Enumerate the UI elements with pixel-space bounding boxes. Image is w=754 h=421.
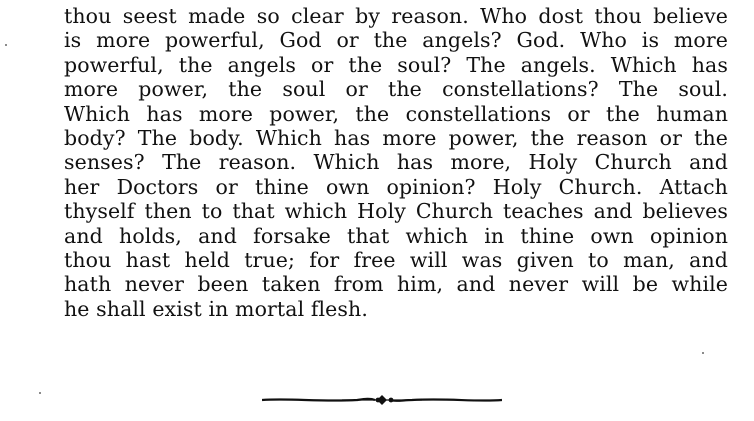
text-line: he shall exist in mortal flesh. — [64, 296, 368, 321]
text-line: hath never been taken from him, and never will be while — [64, 272, 728, 297]
text-line: thou seest made so clear by reason. Who dost thou believe — [64, 4, 728, 28]
text-line: powerful, the angels or the soul? The angels. Which has — [64, 52, 728, 77]
text-line: her Doctors or thine own opinion? Holy Church. Attach — [64, 174, 728, 199]
text-line: and holds, and forsake that which in thine own opinion — [64, 223, 728, 248]
text-line: Which has more power, the constellations or the human — [64, 101, 728, 126]
text-line: is more powerful, God or the angels? God. Who is more — [64, 28, 728, 53]
text-line: senses? The reason. Which has more, Holy Church and — [64, 150, 728, 175]
text-line: thou hast held true; for free will was given to man, and — [64, 248, 728, 273]
body-text — [64, 4, 728, 321]
text-line: body? The body. Which has more power, the reason or the — [64, 126, 728, 151]
text-line: thyself then to that which Holy Church teaches and believes — [64, 199, 728, 224]
text-line: more power, the soul or the constellations? The soul. — [64, 77, 728, 102]
paper-speck — [702, 352, 704, 354]
paper-speck — [39, 392, 41, 394]
paper-speck — [5, 44, 7, 46]
ornamental-rule — [262, 392, 502, 408]
